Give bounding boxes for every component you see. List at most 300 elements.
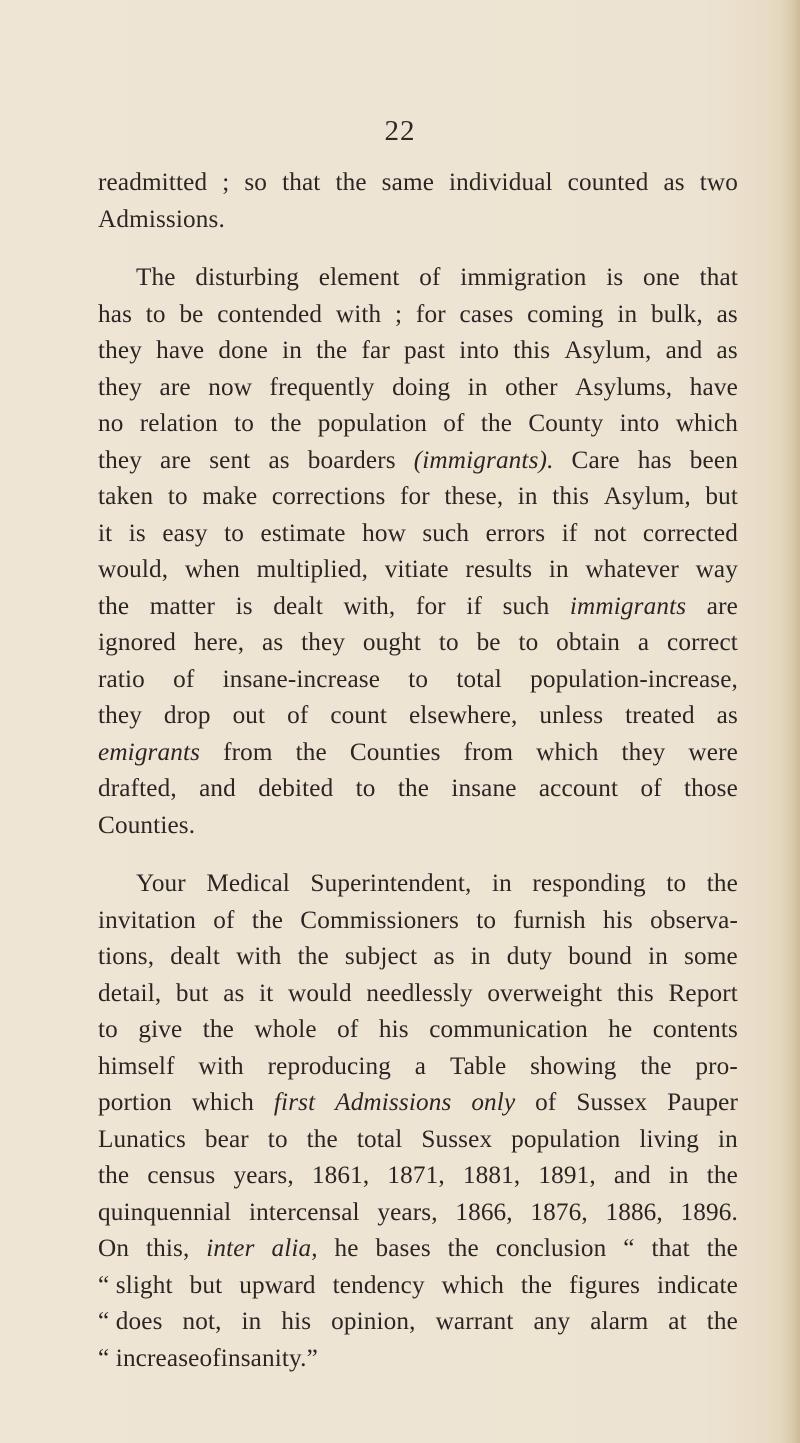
- word: if: [561, 519, 578, 547]
- word: furnish: [513, 906, 586, 934]
- text-line: [98, 1158, 738, 1195]
- text-line: [98, 333, 738, 370]
- word: so: [244, 169, 268, 196]
- word: detail,: [98, 979, 162, 1007]
- word: for: [415, 592, 446, 620]
- word: the: [706, 1308, 738, 1335]
- word: needlessly: [366, 979, 473, 1007]
- word: portion: [98, 1089, 172, 1116]
- word: when: [184, 556, 240, 583]
- word: tions,: [98, 943, 155, 970]
- word: of: [443, 410, 465, 437]
- word: Commissioners: [300, 906, 459, 934]
- word: the: [251, 906, 284, 934]
- text-line: [98, 589, 738, 626]
- word: taken: [98, 483, 154, 510]
- word: they: [98, 702, 142, 729]
- word: to: [518, 629, 539, 656]
- word: 1886,: [605, 1198, 663, 1226]
- word: that: [699, 264, 738, 291]
- word: 1871,: [387, 1162, 445, 1189]
- word: immigrants: [569, 592, 687, 620]
- word: and: [613, 1162, 651, 1189]
- text-line: [98, 903, 738, 940]
- word: Your: [136, 870, 186, 897]
- word: now: [208, 373, 253, 401]
- word: easy: [162, 519, 208, 547]
- word: has: [637, 446, 672, 474]
- word: duty: [506, 943, 553, 970]
- text-line: [98, 939, 738, 976]
- word: 1861,: [311, 1162, 370, 1189]
- word: doing: [392, 373, 451, 401]
- word: alarm: [590, 1308, 649, 1335]
- text-line: [98, 516, 738, 553]
- word: contended: [217, 300, 323, 328]
- word: but: [175, 979, 209, 1007]
- word: showing: [530, 1052, 617, 1080]
- word: into: [619, 410, 660, 437]
- word: the: [706, 870, 738, 897]
- word: total: [356, 1125, 403, 1153]
- word: (immigrants).: [413, 446, 554, 474]
- text-line: [98, 1085, 738, 1122]
- word: reproducing: [267, 1052, 391, 1080]
- text-line: [98, 1195, 738, 1232]
- word: from: [463, 738, 514, 766]
- word: boarders: [307, 446, 396, 474]
- word: in: [617, 300, 638, 328]
- word: in: [467, 373, 488, 401]
- word: as: [268, 446, 290, 474]
- word: that: [282, 169, 321, 196]
- word: they: [98, 337, 142, 364]
- word: frequently: [269, 373, 375, 401]
- word: whole: [254, 1016, 317, 1043]
- word: himself: [98, 1052, 175, 1080]
- word: drop: [163, 702, 211, 729]
- word: his: [603, 906, 633, 934]
- word: to: [408, 665, 429, 693]
- word: living: [639, 1125, 700, 1153]
- word: insane-increase: [222, 665, 381, 693]
- text-line: [98, 260, 738, 297]
- word: as: [716, 337, 738, 364]
- word: “ increase: [98, 1344, 200, 1372]
- word: in: [491, 870, 512, 897]
- word: Superintendent,: [310, 870, 472, 897]
- word: communication: [429, 1016, 588, 1043]
- text-line: [98, 866, 738, 903]
- word: upward: [239, 1271, 316, 1299]
- word: to: [167, 483, 188, 510]
- paragraph: [98, 866, 738, 1377]
- word: in: [282, 337, 302, 364]
- word: drafted,: [98, 775, 177, 802]
- word: his: [378, 1016, 409, 1043]
- word: other: [505, 373, 558, 401]
- word: emigrants: [98, 738, 201, 766]
- word: conclusion: [495, 1235, 607, 1262]
- word: to: [666, 870, 687, 897]
- word: to: [267, 1125, 288, 1153]
- word: a: [414, 1052, 427, 1080]
- text-line: [98, 406, 738, 443]
- word: responding: [532, 870, 646, 897]
- word: only: [471, 1089, 516, 1116]
- word: as: [716, 300, 738, 328]
- word: that: [651, 1235, 690, 1262]
- word: the: [306, 1125, 338, 1153]
- word: as: [223, 979, 245, 1007]
- word: not: [593, 519, 627, 547]
- word: it: [259, 979, 274, 1007]
- word: done: [218, 337, 268, 364]
- word: County: [528, 410, 604, 437]
- word: invitation: [98, 906, 197, 934]
- word: his: [281, 1308, 312, 1335]
- text-line: [98, 1012, 738, 1049]
- word: of: [337, 1016, 359, 1043]
- word: years,: [233, 1162, 294, 1189]
- word: correct: [667, 629, 738, 656]
- word: with: [198, 1052, 244, 1080]
- word: past: [403, 337, 446, 364]
- word: of: [640, 775, 662, 802]
- word: as: [262, 629, 284, 656]
- word: to: [355, 775, 376, 802]
- word: the: [447, 1235, 479, 1262]
- word: have: [156, 337, 205, 364]
- text-line: [98, 735, 738, 772]
- word: matter: [149, 592, 216, 620]
- word: would,: [98, 556, 169, 583]
- paragraph-gap: [98, 844, 738, 866]
- word: bases: [375, 1235, 431, 1262]
- word: which: [441, 1271, 504, 1299]
- word: Counties: [349, 738, 441, 766]
- word: the: [98, 1162, 130, 1189]
- word: have: [689, 373, 738, 401]
- word: element: [318, 264, 400, 291]
- text-line: [98, 976, 738, 1013]
- word: ratio: [98, 665, 145, 693]
- word: pro-: [695, 1052, 738, 1080]
- word: he: [334, 1235, 359, 1262]
- page-number: 22: [384, 115, 416, 147]
- word: to: [224, 519, 245, 547]
- word: ignored: [98, 629, 176, 656]
- word: these,: [444, 483, 504, 510]
- word: of: [199, 1344, 221, 1372]
- word: insanity.”: [220, 1344, 318, 1372]
- word: warrant: [435, 1308, 514, 1335]
- word: the: [295, 738, 327, 766]
- text-line: [98, 297, 738, 334]
- word: 1876,: [530, 1198, 588, 1226]
- word: disturbing: [195, 264, 299, 291]
- word: which: [536, 738, 599, 766]
- word: in: [548, 556, 569, 583]
- word: Care: [571, 446, 620, 474]
- word: of: [287, 702, 309, 729]
- word: in: [718, 1125, 738, 1153]
- word: 1891,: [538, 1162, 596, 1189]
- word: far: [361, 337, 390, 364]
- word: debited: [258, 775, 334, 802]
- word: be: [179, 300, 204, 328]
- word: to: [234, 410, 255, 437]
- word: dealt: [170, 943, 220, 970]
- text-line: [98, 1341, 738, 1378]
- word: the: [480, 410, 513, 437]
- word: “ does: [98, 1308, 163, 1335]
- word: how: [362, 519, 406, 547]
- word: Report: [668, 979, 738, 1007]
- word: individual: [449, 169, 553, 196]
- word: to: [476, 906, 497, 934]
- word: be: [476, 629, 501, 656]
- word: obtain: [556, 629, 621, 656]
- word: as: [663, 169, 685, 196]
- word: same: [381, 169, 435, 196]
- word: here,: [193, 629, 245, 656]
- word: this: [616, 979, 654, 1007]
- word: overweight: [487, 979, 603, 1007]
- word: total: [456, 665, 502, 693]
- word: way: [695, 556, 738, 583]
- word: observa-: [650, 906, 738, 934]
- text-line: [98, 1122, 738, 1159]
- word: ought: [362, 629, 422, 656]
- word: 1896.: [680, 1198, 738, 1226]
- word: make: [202, 483, 258, 510]
- word: to: [438, 629, 459, 656]
- word: and: [199, 775, 236, 802]
- word: two: [699, 169, 738, 196]
- word: such: [422, 519, 470, 547]
- word: results: [465, 556, 533, 583]
- text-line: [98, 165, 738, 202]
- word: Admissions: [335, 1089, 452, 1116]
- word: not,: [182, 1308, 222, 1335]
- word: the: [706, 1162, 738, 1189]
- word: quinquennial: [98, 1198, 232, 1226]
- text-line: [98, 662, 738, 699]
- word: this: [513, 337, 551, 364]
- word: would: [288, 979, 352, 1007]
- word: alia,: [271, 1235, 318, 1262]
- word: give: [138, 1016, 183, 1043]
- word: is: [128, 519, 146, 547]
- word: are: [160, 446, 192, 474]
- word: the: [397, 775, 430, 802]
- word: ;: [395, 300, 403, 328]
- word: errors: [485, 519, 546, 547]
- word: of: [173, 665, 195, 693]
- word: the: [270, 410, 302, 437]
- word: no: [98, 410, 124, 437]
- text-line: [98, 808, 738, 845]
- page-edge-shadow: [782, 0, 800, 1443]
- word: corrected: [642, 519, 738, 547]
- word: account: [538, 775, 619, 802]
- word: any: [533, 1308, 571, 1335]
- word: The: [136, 264, 176, 291]
- paragraph: [98, 165, 738, 238]
- word: Asylum,: [603, 483, 691, 510]
- word: at: [668, 1308, 687, 1335]
- word: they: [621, 738, 666, 766]
- word: years,: [377, 1198, 438, 1226]
- word: Counties.: [98, 811, 196, 839]
- word: “: [623, 1235, 635, 1262]
- word: one: [643, 264, 680, 291]
- word: they: [98, 373, 142, 401]
- paragraph-gap: [98, 238, 738, 260]
- word: census: [147, 1162, 216, 1189]
- word: Lunatics: [98, 1125, 186, 1153]
- word: are: [706, 592, 738, 620]
- word: been: [689, 446, 738, 474]
- word: a: [637, 629, 650, 656]
- text-line: [98, 698, 738, 735]
- text-line: [98, 443, 738, 480]
- word: this,: [145, 1235, 190, 1262]
- word: On: [98, 1235, 130, 1262]
- word: are: [159, 373, 191, 401]
- word: dealt: [273, 592, 323, 620]
- word: coming: [527, 300, 604, 328]
- word: is: [235, 592, 253, 620]
- word: but: [705, 483, 738, 510]
- word: they: [98, 446, 142, 474]
- word: he: [608, 1016, 633, 1043]
- word: this: [552, 483, 590, 510]
- word: and: [665, 337, 703, 364]
- word: Medical: [206, 870, 290, 897]
- text-line: [98, 625, 738, 662]
- word: some: [684, 943, 738, 970]
- word: bound: [568, 943, 632, 970]
- word: in: [648, 943, 668, 970]
- word: Sussex: [421, 1125, 493, 1153]
- paragraph: [98, 260, 738, 844]
- word: insane: [451, 775, 517, 802]
- word: elsewhere,: [408, 702, 518, 729]
- word: Asylum,: [564, 337, 652, 364]
- word: as: [716, 702, 738, 729]
- word: to: [98, 1016, 118, 1043]
- word: the: [297, 943, 329, 970]
- text-line: [98, 1268, 738, 1305]
- word: of: [213, 906, 235, 934]
- word: with,: [343, 592, 396, 620]
- word: but: [189, 1271, 223, 1299]
- word: the: [706, 1235, 738, 1262]
- word: sent: [209, 446, 251, 474]
- word: of: [419, 264, 441, 291]
- word: 1866,: [455, 1198, 513, 1226]
- text-line: [98, 1231, 738, 1268]
- word: count: [330, 702, 388, 729]
- word: Table: [449, 1052, 507, 1080]
- word: out: [232, 702, 266, 729]
- word: if: [466, 592, 482, 620]
- word: population: [511, 1125, 621, 1153]
- word: multiplied,: [256, 556, 369, 583]
- word: the: [202, 1016, 234, 1043]
- word: from: [223, 738, 273, 766]
- word: first: [273, 1089, 316, 1116]
- word: indicate: [657, 1271, 738, 1299]
- word: estimate: [260, 519, 346, 547]
- word: the: [640, 1052, 672, 1080]
- word: is: [606, 264, 624, 291]
- word: cases: [459, 300, 514, 328]
- word: they: [301, 629, 346, 656]
- word: of: [535, 1089, 557, 1116]
- word: treated: [625, 702, 695, 729]
- word: counted: [567, 169, 649, 196]
- word: vitiate: [384, 556, 449, 583]
- word: as: [433, 943, 455, 970]
- word: opinion,: [331, 1308, 416, 1335]
- word: population-increase,: [530, 665, 738, 693]
- word: those: [684, 775, 738, 802]
- word: inter: [206, 1235, 255, 1262]
- word: it: [98, 519, 113, 547]
- word: in: [517, 483, 538, 510]
- body-text: [98, 165, 738, 1377]
- word: the: [335, 169, 367, 196]
- word: 1881,: [462, 1162, 521, 1189]
- word: intercensal: [248, 1198, 360, 1226]
- word: with: [236, 943, 282, 970]
- word: Pauper: [667, 1089, 738, 1116]
- word: Asylums,: [575, 373, 673, 401]
- word: which: [191, 1089, 255, 1116]
- word: bear: [204, 1125, 249, 1153]
- word: in: [241, 1308, 262, 1335]
- word: contents: [652, 1016, 738, 1043]
- word: ;: [222, 169, 230, 196]
- word: unless: [539, 702, 604, 729]
- word: tendency: [332, 1271, 425, 1299]
- text-line: [98, 552, 738, 589]
- text-line: [98, 1049, 738, 1086]
- word: figures: [569, 1271, 641, 1299]
- word: relation: [139, 410, 218, 437]
- word: for: [399, 483, 430, 510]
- word: bulk,: [651, 300, 703, 328]
- word: “ slight: [98, 1271, 173, 1299]
- word: corrections: [271, 483, 386, 510]
- text-line: [98, 479, 738, 516]
- word: the: [98, 592, 130, 620]
- word: Sussex: [576, 1089, 648, 1116]
- word: Admissions.: [98, 205, 225, 233]
- text-line: [98, 771, 738, 808]
- word: to: [145, 300, 166, 328]
- word: subject: [344, 943, 418, 970]
- text-line: [98, 1304, 738, 1341]
- word: with: [335, 300, 382, 328]
- word: into: [459, 337, 500, 364]
- word: were: [688, 738, 738, 766]
- word: the: [316, 337, 348, 364]
- word: which: [675, 410, 738, 437]
